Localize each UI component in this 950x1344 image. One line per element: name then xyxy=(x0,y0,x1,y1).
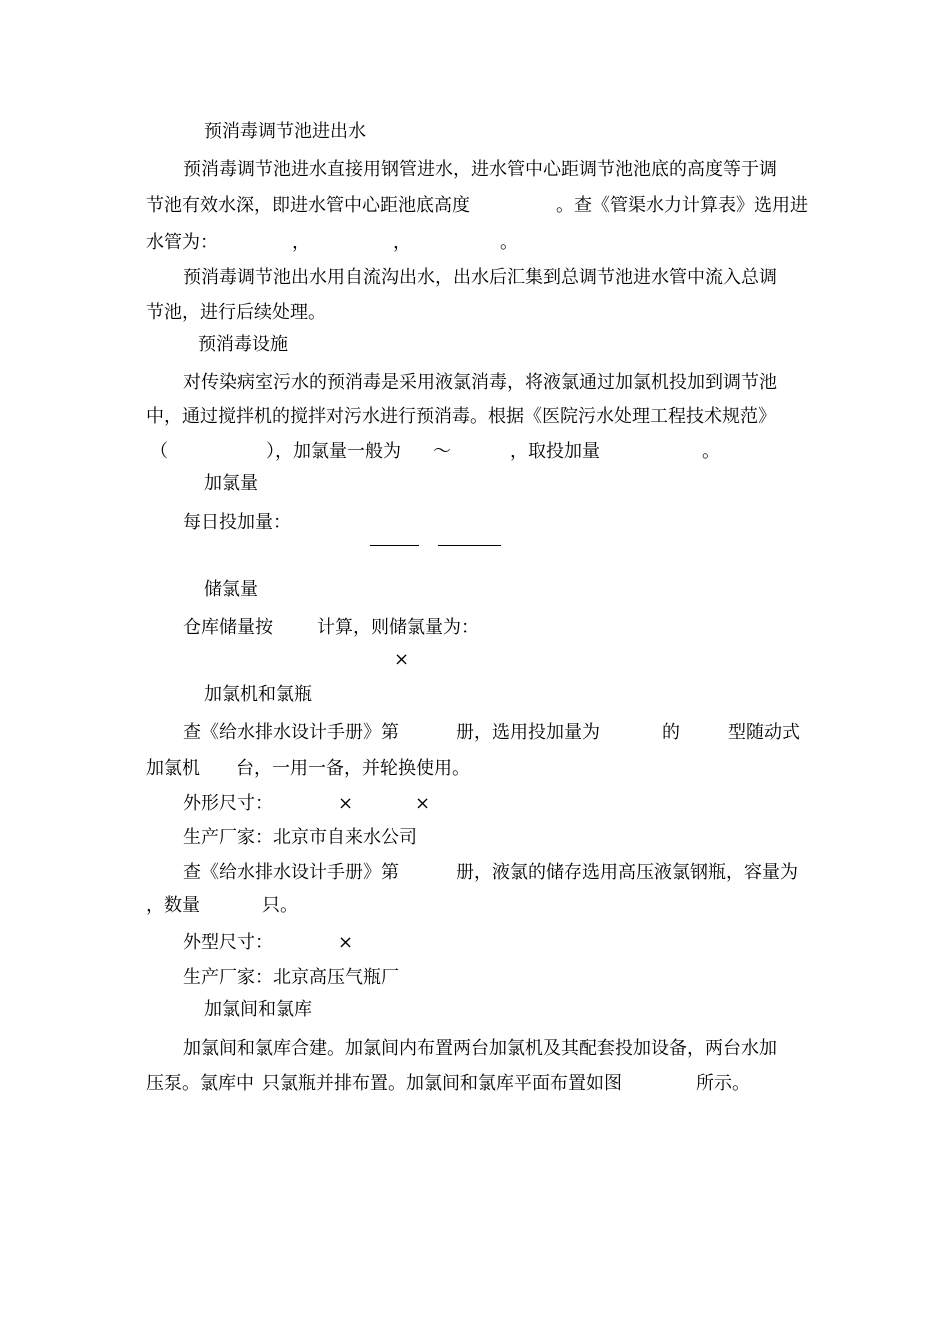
paragraph-line: 每日投加量： xyxy=(183,512,291,533)
paragraph-line: 对传染病室污水的预消毒是采用液氯消毒，将液氯通过加氯机投加到调节池 xyxy=(183,372,777,393)
fraction-rule xyxy=(370,545,419,546)
paragraph-line: 预消毒调节池进水直接用钢管进水，进水管中心距调节池池底的高度等于调 xyxy=(183,159,777,180)
paragraph-line: 的 xyxy=(662,722,680,743)
paragraph-line: 生产厂家：北京市自来水公司 xyxy=(183,827,417,848)
paragraph-line: ），加氯量一般为 xyxy=(266,441,401,462)
paragraph-line: 压泵。氯库中 xyxy=(146,1073,254,1094)
fraction-rule xyxy=(438,545,501,546)
section-heading-chlorine-storage: 储氯量 xyxy=(204,579,258,600)
section-heading-chlorination-room: 加氯间和氯库 xyxy=(204,999,312,1020)
section-heading-inlet-outlet: 预消毒调节池进出水 xyxy=(204,121,366,142)
multiply-sign: × xyxy=(394,649,410,670)
multiply-sign: × xyxy=(415,793,431,814)
paragraph-line: 。查《管渠水力计算表》选用进 xyxy=(556,195,808,216)
paragraph-line: 中，通过搅拌机的搅拌对污水进行预消毒。根据《医院污水处理工程技术规范》 xyxy=(146,406,776,427)
paragraph-line: 册，选用投加量为 xyxy=(456,722,600,743)
section-heading-chlorinator: 加氯机和氯瓶 xyxy=(204,684,312,705)
paragraph-line: 水管为： xyxy=(146,232,218,253)
paragraph-line: 外型尺寸： xyxy=(183,932,273,953)
period: 。 xyxy=(500,232,518,253)
paragraph-line: 节池，进行后续处理。 xyxy=(146,302,326,323)
paragraph-line: 计算，则储氯量为： xyxy=(317,617,479,638)
paragraph-line: 册，液氯的储存选用高压液氯钢瓶，容量为 xyxy=(456,862,798,883)
paragraph-line: ，取投加量 xyxy=(510,441,600,462)
paragraph-line: 生产厂家：北京高压气瓶厂 xyxy=(183,967,399,988)
paragraph-line: 加氯机 xyxy=(146,758,200,779)
paragraph-line: 预消毒调节池出水用自流沟出水，出水后汇集到总调节池进水管中流入总调 xyxy=(183,267,777,288)
paren-open: （ xyxy=(150,441,168,462)
paragraph-line: 只。 xyxy=(262,895,298,916)
multiply-sign: × xyxy=(338,793,354,814)
paragraph-line: 所示。 xyxy=(696,1073,750,1094)
comma: ， xyxy=(393,232,411,253)
paragraph-line: 只氯瓶并排布置。加氯间和氯库平面布置如图 xyxy=(262,1073,622,1094)
period: 。 xyxy=(702,441,720,462)
paragraph-line: 查《给水排水设计手册》第 xyxy=(183,722,399,743)
section-heading-predisinfection: 预消毒设施 xyxy=(198,334,288,355)
multiply-sign: × xyxy=(338,932,354,953)
paragraph-line: 节池有效水深，即进水管中心距池底高度 xyxy=(146,195,470,216)
comma: ， xyxy=(292,232,310,253)
paragraph-line: 型随动式 xyxy=(728,722,800,743)
tilde: ～ xyxy=(433,441,451,462)
paragraph-line: 台，一用一备，并轮换使用。 xyxy=(236,758,470,779)
paragraph-line: 加氯间和氯库合建。加氯间内布置两台加氯机及其配套投加设备，两台水加 xyxy=(183,1038,777,1059)
paragraph-line: 外形尺寸： xyxy=(183,793,273,814)
paragraph-line: 查《给水排水设计手册》第 xyxy=(183,862,399,883)
paragraph-line: ，数量 xyxy=(146,895,200,916)
section-heading-chlorine-dose: 加氯量 xyxy=(204,473,258,494)
paragraph-line: 仓库储量按 xyxy=(183,617,273,638)
